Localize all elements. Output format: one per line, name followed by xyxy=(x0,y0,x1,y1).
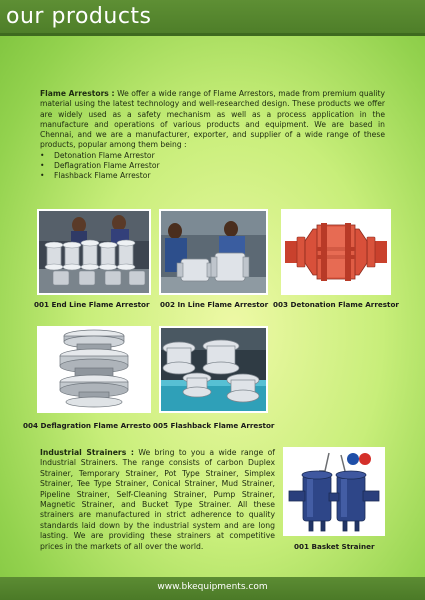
bullet-icon: • xyxy=(40,171,45,181)
header-stripe xyxy=(0,33,425,36)
list-item: • Detonation Flame Arrestor xyxy=(40,150,155,160)
bullet-icon: • xyxy=(40,161,45,171)
flame-arrestor-list xyxy=(40,151,385,182)
bullet-icon: • xyxy=(40,150,45,160)
product-photo-basket-strainer xyxy=(283,447,385,536)
page-footer xyxy=(0,577,425,600)
product-caption: 003 Detonation Flame Arrestor xyxy=(273,300,399,309)
flame-arrestors-heading: Flame Arrestors : xyxy=(40,89,115,98)
flame-arrestors-text: We offer a wide range of Flame Arrestors, made from premium quality material using the latest technology and well-researched design. These products we offer are widely used as a safety mechanism as well as a process application in the manufacture and operations of various products and equipment. We are based in Chennai, and we are a manufacturer, exporter, and supplier of a wide range of these products, popular among them being : xyxy=(40,89,386,150)
product-caption: 005 Flashback Flame Arrestor xyxy=(153,421,275,430)
flame-arrestors-intro xyxy=(40,89,385,182)
product-caption: 004 Deflagration Flame Arresto xyxy=(23,421,151,430)
product-photo-detonation-flame-arrestor xyxy=(281,209,391,295)
product-photo-deflagration-flame-arrestor xyxy=(37,326,151,413)
industrial-strainers-text: We bring to you a wide range of Industrial Strainers. The range consists of carbon Duplex Strainer, Temporary Strainer, Pot Type Strainer, Simplex Strainer, Tee Type Strainer, Conical Strainer, Mud Strainer, Pipeline Strainer, Self-Cleaning Strainer, Pump Strainer, Magnetic Strainer, and Bucket Type Strainer. All these strainers are manufactured in strict adherence to quality standards laid down by the industrial system and are long lasting. We are providing these strainers at competitive prices in the markets of all over the world. xyxy=(40,448,275,551)
product-caption: 001 Basket Strainer xyxy=(294,542,375,551)
website-link[interactable]: www.bkequipments.com xyxy=(157,582,268,592)
product-caption: 002 In Line Flame Arrestor xyxy=(160,300,269,309)
industrial-strainers-text-block xyxy=(40,448,275,552)
industrial-strainers-heading: Industrial Strainers : xyxy=(40,448,134,457)
page-header xyxy=(0,0,425,36)
page-title: our products xyxy=(6,4,152,29)
product-caption: 001 End Line Flame Arrestor xyxy=(34,300,150,309)
list-item: • Flashback Flame Arrestor xyxy=(40,171,151,181)
product-photo-end-line-flame-arrestor xyxy=(37,209,151,295)
product-photo-in-line-flame-arrestor xyxy=(159,209,268,295)
list-item: • Deflagration Flame Arrestor xyxy=(40,161,160,171)
product-photo-flashback-flame-arrestor xyxy=(159,326,268,413)
